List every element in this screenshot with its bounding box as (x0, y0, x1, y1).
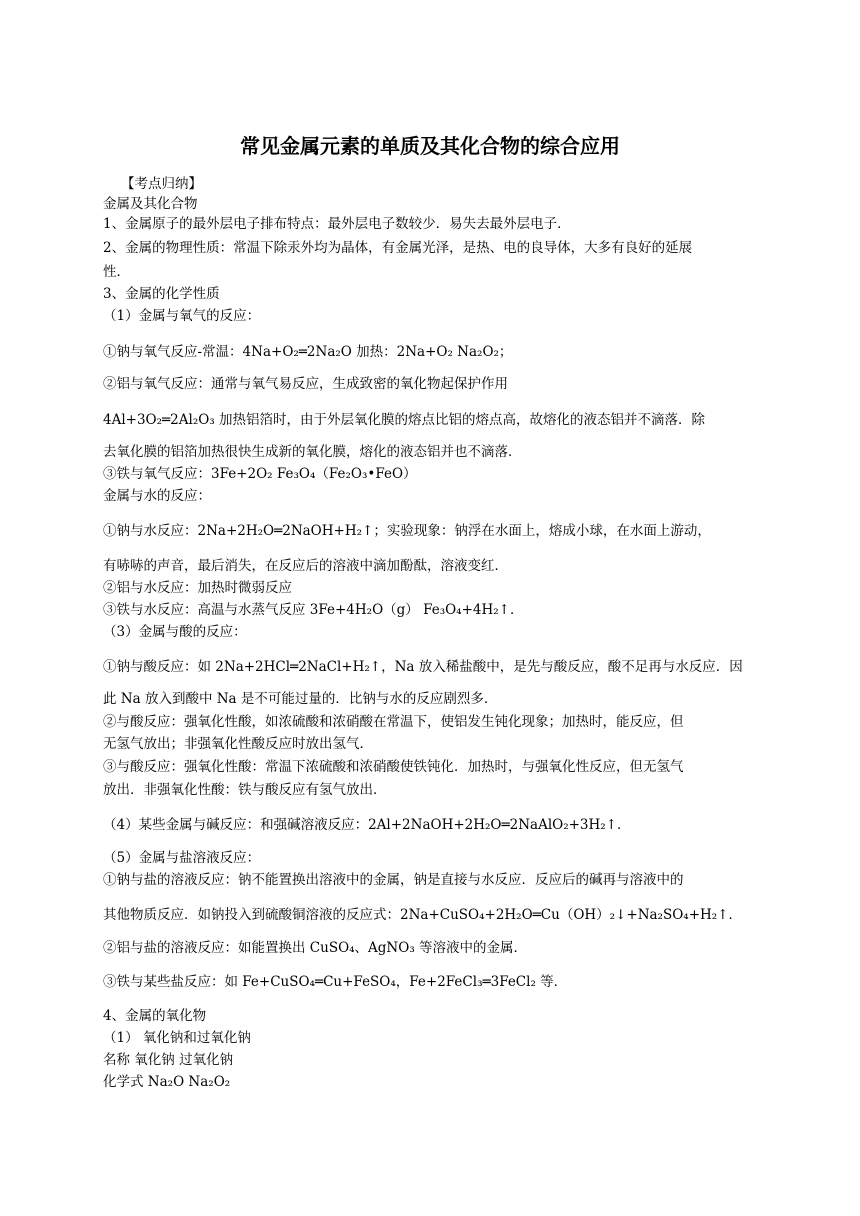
text-line: ②铝与氧气反应：通常与氧气易反应，生成致密的氧化物起保护作用 (103, 376, 508, 392)
text-line: 2、金属的物理性质：常温下除汞外均为晶体，有金属光泽，是热、电的良导体，大多有良好的延展 (103, 240, 693, 256)
text-line: 性． (103, 264, 130, 280)
text-line: 金属与水的反应： (103, 488, 211, 504)
text-line: 此 Na 放入到酸中 Na 是不可能过量的．比钠与水的反应剧烈多． (103, 691, 498, 707)
text-line: （3）金属与酸的反应： (103, 624, 247, 640)
text-line: ③与酸反应：强氧化性酸：常温下浓硫酸和浓硝酸使铁钝化．加热时，与强氧化性反应，但无氢气 (103, 759, 684, 775)
text-line: ①钠与酸反应：如 2Na+2HCl═2NaCl+H₂↑，Na 放入稀盐酸中，是先与酸反应，酸不足再与水反应．因 (103, 659, 743, 675)
text-line: 名称 氧化钠 过氧化钠 (103, 1052, 234, 1068)
text-line: ①钠与氧气反应-常温：4Na+O₂═2Na₂O 加热：2Na+O₂ Na₂O₂； (103, 344, 513, 360)
text-line: ③铁与氧气反应：3Fe+2O₂ Fe₃O₄（Fe₂O₃•FeO） (103, 466, 417, 482)
text-line: 放出．非强氧化性酸：铁与酸反应有氢气放出． (103, 782, 387, 798)
text-line: 无氢气放出；非强氧化性酸反应时放出氢气． (103, 736, 373, 752)
text-line: ②铝与水反应：加热时微弱反应 (103, 580, 292, 596)
text-line: ③铁与某些盐反应：如 Fe+CuSO₄═Cu+FeSO₄，Fe+2FeCl₃═3FeCl₂ 等． (103, 974, 568, 990)
text-line: 金属及其化合物 (103, 196, 198, 212)
text-line: ③铁与水反应：高温与水蒸气反应 3Fe+4H₂O（g） Fe₃O₄+4H₂↑． (103, 602, 524, 618)
text-line: 3、金属的化学性质 (103, 286, 220, 302)
section-heading-kaodian: 【考点归纳】 (121, 176, 202, 192)
document-title: 常见金属元素的单质及其化合物的综合应用 (240, 134, 620, 158)
text-line: （1）金属与氧气的反应： (103, 308, 261, 324)
text-line: 其他物质反应．如钠投入到硫酸铜溶液的反应式：2Na+CuSO₄+2H₂O═Cu（OH）₂↓+Na₂SO₄+H₂↑． (103, 907, 743, 923)
text-line: 化学式 Na₂O Na₂O₂ (103, 1074, 231, 1090)
text-line: （1） 氧化钠和过氧化钠 (103, 1030, 251, 1046)
text-line: ①钠与盐的溶液反应：钠不能置换出溶液中的金属，钠是直接与水反应．反应后的碱再与溶液中的 (103, 872, 684, 888)
text-line: 去氧化膜的铝箔加热很快生成新的氧化膜，熔化的液态铝并也不滴落． (103, 444, 522, 460)
text-line: 4、金属的氧化物 (103, 1008, 207, 1024)
text-line: ②与酸反应：强氧化性酸，如浓硫酸和浓硝酸在常温下，使铝发生钝化现象；加热时，能反应，但 (103, 714, 684, 730)
text-line: 4Al+3O₂═2Al₂O₃ 加热铝箔时，由于外层氧化膜的熔点比铝的熔点高，故熔化的液态铝并不滴落．除 (103, 412, 706, 428)
text-line: 1、金属原子的最外层电子排布特点：最外层电子数较少．易失去最外层电子． (103, 216, 571, 232)
text-line: （5）金属与盐溶液反应： (103, 850, 261, 866)
text-line: ②铝与盐的溶液反应：如能置换出 CuSO₄、AgNO₃ 等溶液中的金属． (103, 940, 528, 956)
text-line: 有哧哧的声音，最后消失，在反应后的溶液中滴加酚酞，溶液变红． (103, 558, 508, 574)
text-line: ①钠与水反应：2Na+2H₂O═2NaOH+H₂↑；实验现象：钠浮在水面上，熔成小球，在水面上游动， (103, 523, 711, 539)
text-line: （4）某些金属与碱反应：和强碱溶液反应：2Al+2NaOH+2H₂O═2NaAlO₂+3H₂↑． (103, 817, 631, 833)
